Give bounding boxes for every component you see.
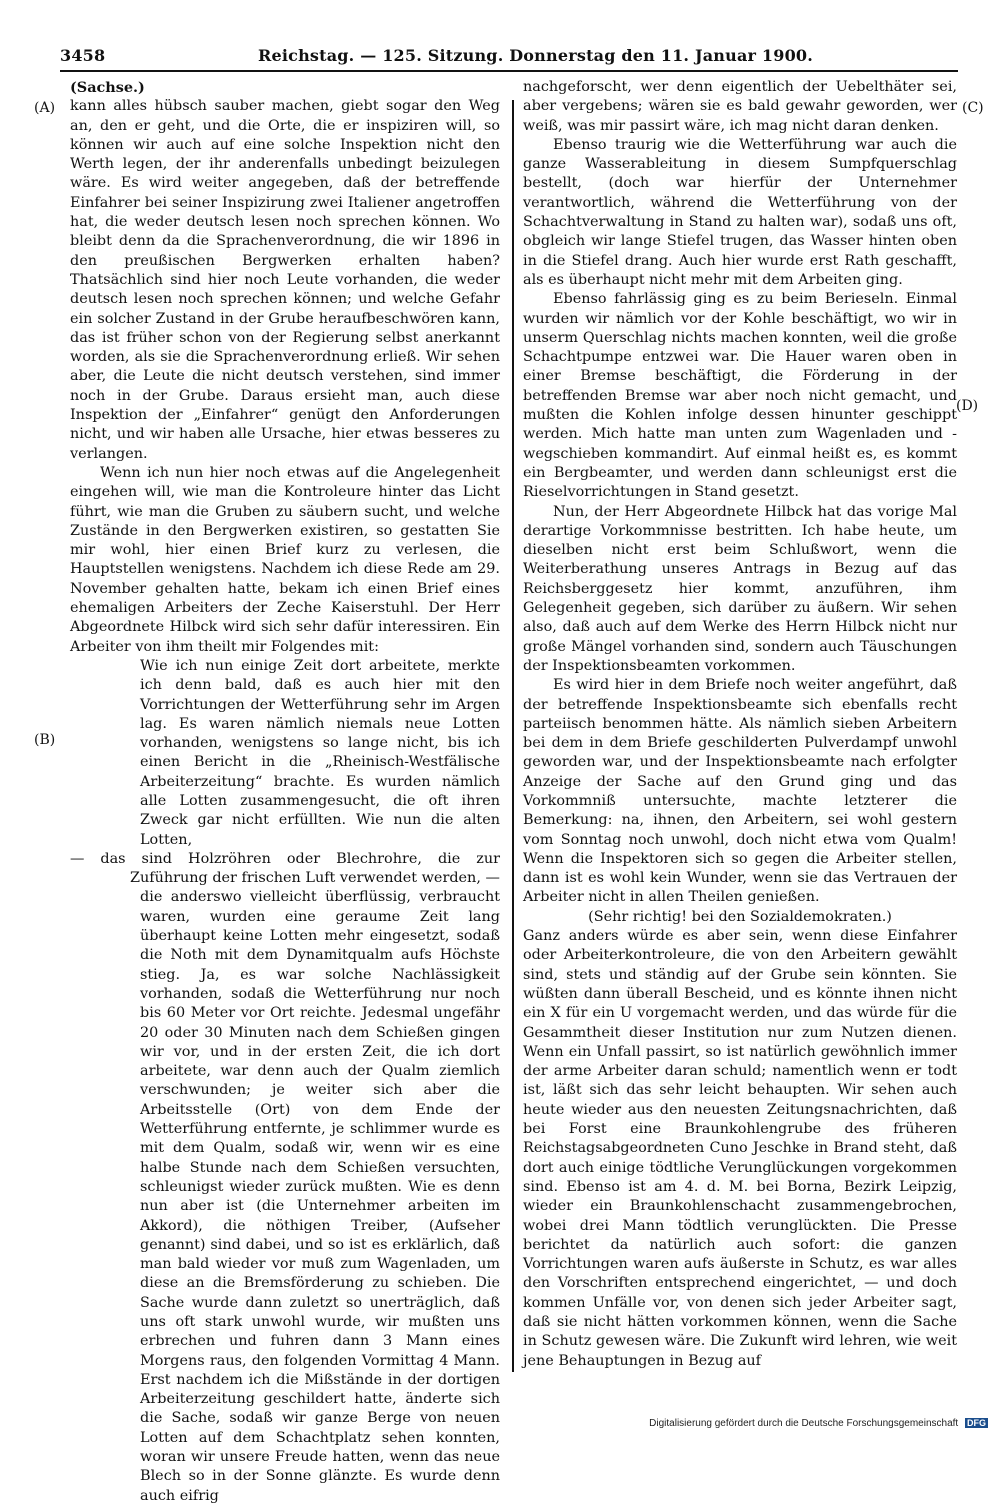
margin-marker-c: (C)	[962, 100, 984, 116]
letter-quote-1: Wie ich nun einige Zeit dort arbeitete, merkte ich denn bald, daß es auch hier mit den Vorrichtungen der Wetterführung sehr im Argen lag. Es waren nämlich niemals neue Lotten vorhanden, wenigstens so lange nicht, bis ich einen Bericht in die „Rheinisch-Westfälische Arbeiterzeitung“ brachte. Es wurden nämlich alle Lotten zusammengesucht, die oft ihren Zweck gar nicht erfüllten. Wie nun die alten Lotten,	[140, 657, 500, 848]
header-rule	[60, 70, 958, 72]
page-number: 3458	[60, 46, 106, 65]
right-paragraph-5: Es wird hier in dem Briefe noch weiter angeführt, daß der betreffende Inspektionsbeamte sich ebenfalls recht parteiisch benommen hätte. Als nämlich sieben Arbeitern bei dem in dem Briefe geschilderten Pulverdampf unwohl geworden war, und der Inspektionsbeamte nach erfolgter Anzeige der Sache auf den Grund ging und das Vorkommniß untersuchte, machte letzterer die Bemerkung: na, ihnen, den Arbeitern, sei wohl gestern vom Sonntag noch unwohl, doch nicht etwa vom Qualm! Wenn die Inspektoren sich so gegen die Arbeiter stellen, dann ist es wohl kein Wunder, wenn sie das Vertrauen der Arbeiter nicht in allen Theilen genießen.	[523, 677, 957, 906]
letter-quote-aside: — das sind Holzröhren oder Blechrohre, die zur Zuführung der frischen Luft verwendet werden, —	[70, 850, 500, 887]
footer-text: Digitalisierung gefördert durch die Deutsche Forschungsgemeinschaft	[649, 1418, 959, 1429]
speaker-name: (Sachse.)	[70, 79, 145, 96]
right-paragraph-4: Nun, der Herr Abgeordnete Hilbck hat das vorige Mal derartige Vorkommnisse bestritten. Ich habe heute, um dieselben nicht erst beim Schlußwort, wenn die Weiterberathung unseres Antrags in Bezug auf das Reichsberggesetz hier kommt, anzuführen, ihm Gelegenheit gegeben, sich darüber zu äußern. Wir sehen also, daß auch auf dem Werke des Herrn Hilbck nicht nur große Mängel vorhanden sind, sondern auch Täuschungen der Inspektionsbeamten vorkommen.	[523, 503, 957, 674]
right-paragraph-1: nachgeforscht, wer denn eigentlich der Uebelthäter sei, aber vergebens; wären sie es bald gewahr geworden, wer weiß, was mir passirt wäre, ich mag nicht daran denken.	[523, 79, 957, 134]
column-separator	[512, 100, 514, 1372]
right-paragraph-6: Ganz anders würde es aber sein, wenn diese Einfahrer oder Arbeiterkontroleure, die von den Arbeitern gewählt sind, stets und ständig auf der Grube sein könnten. Sie wüßten dann überall Bescheid, und es könnte ihnen nicht ein X für ein U vorgemacht werden, und das würde für die Gesammtheit dieser Institution nur zum Nutzen dienen. Wenn ein Unfall passirt, so ist natürlich gewöhnlich immer der arme Arbeiter daran schuld; namentlich wenn er todt ist, läßt sich das sehr leicht behaupten. Wir sehen auch heute wieder aus den neuesten Zeitungsnachrichten, daß bei Forst eine Braunkohlengrube des früheren Reichstagsabgeordneten Cuno Jeschke in Brand steht, daß dort auch einige tödtliche Verunglückungen vorgekommen sind. Ebenso ist am 4. d. M. bei Borna, Bezirk Leipzig, wieder ein Braunkohlenschacht zusammengebrochen, wobei drei Mann tödtlich verunglückten. Die Presse berichtet da natürlich auch sofort: die ganzen Vorrichtungen waren aufs äußerste in Schutz, es war alles den Vorschriften entsprechend eingerichtet, — und doch kommen Unfälle vor, von denen sich jeder Arbeiter sagt, daß sie nicht hätten vorkommen können, wenn die Sache in Schutz gewesen wäre. Die Zukunft wird lehren, wie weit jene Behauptungen in Bezug auf	[523, 928, 957, 1369]
margin-marker-a: (A)	[34, 100, 56, 116]
letter-quote-2: die anderswo vielleicht überflüssig, verbraucht waren, wurden eine geraume Zeit lang überhaupt keine Lotten mehr eingesetzt, sodaß die Noth mit dem Dynamitqualm aufs Höchste stieg. Ja, es war solche Nachlässigkeit vorhanden, sodaß die Wetterführung nur noch bis 60 Meter vor Ort reichte. Jedesmal ungefähr 20 oder 30 Minuten nach dem Schießen gingen wir vor, und in der ersten Zeit, die ich dort arbeitete, war denn auch der Qualm ziemlich verschwunden; je weiter sich aber die Arbeitsstelle (Ort) von dem Ende der Wetterführung entfernte, je schlimmer wurde es mit dem Qualm, sodaß wir, wenn wir es eine halbe Stunde nach dem Schießen versuchten, schleunigst wieder zurück mußten. Wie es denn nun aber ist (die Unternehmer arbeiten im Akkord), die nöthigen Treiber, (Aufseher genannt) sind dabei, und so ist es erklärlich, daß man bald wieder vor muß zum Wagenladen, um diese an die Bremsförderung zu schieben. Die Sache wurde dann zuletzt so unerträglich, daß uns oft stark unwohl wurde, wir mußten uns erbrechen und fuhren dann 3 Mann eines Morgens raus, den folgenden Vormittag 4 Mann. Erst nachdem ich die Mißstände in der dortigen Arbeiterzeitung geschildert hatte, änderte sich die Sache, sodaß wir ganze Berge von neuen Lotten auf dem Schachtplatz sehen konnten, woran wir unsere Freude hatten, wenn das neue Blech so in der Sonne glänzte. Es wurde denn auch eifrig	[140, 889, 500, 1504]
left-paragraph-1: kann alles hübsch sauber machen, giebt sogar den Weg an, den er geht, und die Orte, die er inspiziren will, so können wir auch auf eine solche Inspektion nicht den Werth legen, der ihr anderenfalls unbedingt beizulegen wäre. Es wird weiter angegeben, daß der betreffende Einfahrer bei seiner Inspizirung zwei Italiener angetroffen hat, die weder deutsch lesen noch sprechen können. Wo bleibt denn da die Sprachenverordnung, die wir 1896 in den preußischen Bergwerken erhalten haben? Thatsächlich sind hier noch Leute vorhanden, die weder deutsch lesen noch sprechen können; und welche Gefahr ein solcher Zustand in der Grube heraufbeschwören kann, das ist früher schon von der Regierung selbst anerkannt worden, als sie die Sprachenverordnung erließ. Wir sehen aber, die Leute die nicht deutsch verstehen, sind immer noch in der Grube. Daraus ersieht man, auch diese Inspektion der „Einfahrer“ genügt den Anforderungen nicht, und wir haben alle Ursache, hier etwas besseres zu verlangen.	[70, 98, 500, 462]
interjection: (Sehr richtig! bei den Sozialdemokraten.)	[588, 908, 892, 925]
right-column	[523, 78, 957, 1371]
margin-marker-d: (D)	[956, 398, 979, 414]
page-header	[60, 44, 814, 68]
left-column	[70, 78, 500, 1506]
digitization-footer	[649, 1418, 988, 1429]
left-paragraph-2: Wenn ich nun hier noch etwas auf die Angelegenheit eingehen will, wie man die Kontroleure hinter das Licht führt, wie man die Gruben zu säubern sucht, und welche Zustände in den Bergwerken existiren, so gestatten Sie mir wohl, hier einen Brief kurz zu verlesen, die Hauptstellen wenigstens. Nachdem ich diese Rede am 29. November gehalten hatte, bekam ich einen Brief eines ehemaligen Arbeiters der Zeche Kaiserstuhl. Der Herr Abgeordnete Hilbck wird sich sehr dafür interessiren. Ein Arbeiter von ihm theilt mir Folgendes mit:	[70, 464, 500, 655]
margin-marker-b: (B)	[34, 732, 56, 748]
running-title: Reichstag. — 125. Sitzung. Donnerstag den 11. Januar 1900.	[258, 46, 814, 65]
right-paragraph-2: Ebenso traurig wie die Wetterführung war auch die ganze Wasserableitung in diesem Sumpfquerschlag bestellt, (doch war hierfür der Unternehmer verantwortlich, während die Wetterführung von der Schachtverwaltung in Stand zu halten war), sodaß uns oft, obgleich wir lange Stiefel trugen, das Wasser hinten oben in die Stiefel drang. Auch hier wurde erst Rath geschafft, als es überhaupt nicht mehr mit dem Arbeiten ging.	[523, 136, 957, 288]
dfg-logo: DFG	[967, 1418, 986, 1428]
right-paragraph-3: Ebenso fahrlässig ging es zu beim Berieseln. Einmal wurden wir nämlich vor der Kohle beschäftigt, wo wir in unserm Querschlag nichts machen konnten, weil die große Schachtpumpe entzwei war. Die Hauer waren oben in einer Bremse beschäftigt, die Förderung in der betreffenden Bremse war aber noch nicht gemacht, und mußten die Kohlen infolge dessen hinunter geschippt werden. Mich hatte man unten zum Wagenladen und -wegschieben kommandirt. Auf einmal heißt es, es kommt ein Bergbeamter, und werden dann schleunigst erst die Rieselvorrichtungen in Stand gesetzt.	[523, 291, 957, 501]
